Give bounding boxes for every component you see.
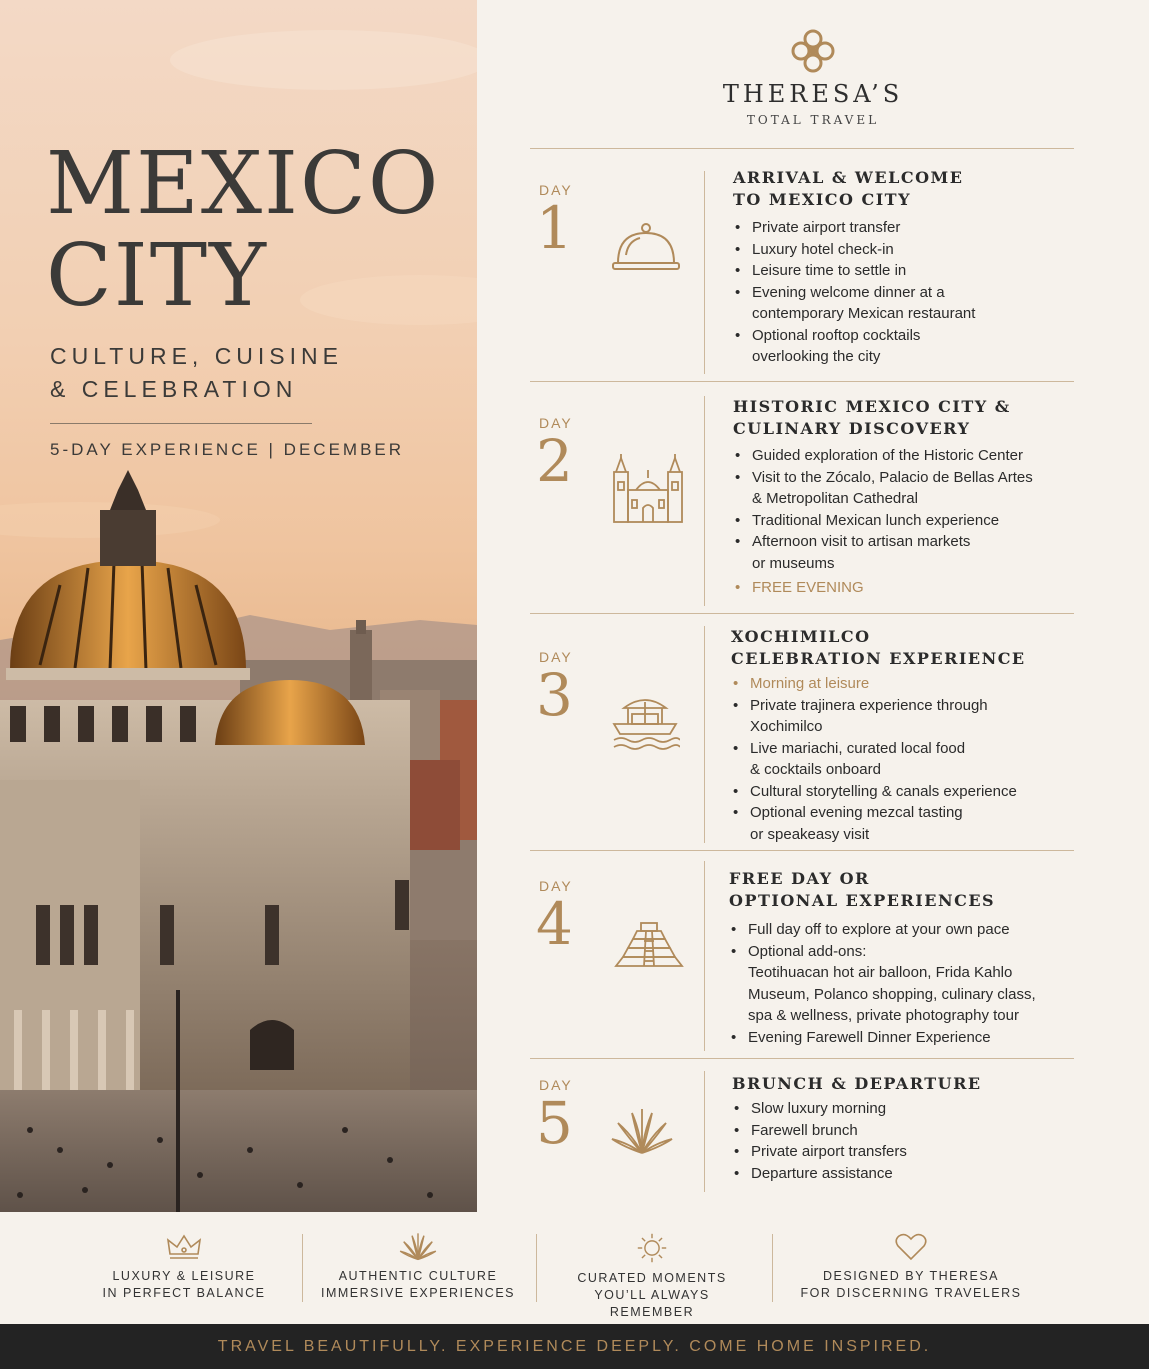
list-item: • Departure assistance [732, 1163, 907, 1185]
footer-tagline: TRAVEL BEAUTIFULLY. EXPERIENCE DEEPLY. COME HOME INSPIRED. [0, 1324, 1149, 1369]
day-2-section [530, 382, 1074, 614]
list-item: spa & wellness, private photography tour [748, 1007, 1019, 1024]
list-item: & Metropolitan Cathedral [752, 490, 918, 507]
list-item: Teotihuacan hot air balloon, Frida Kahlo [748, 964, 1013, 981]
brand-tagline: TOTAL TRAVEL [746, 113, 880, 127]
list-item: & cocktails onboard [750, 761, 881, 778]
pyramid-icon [610, 921, 688, 969]
day-number: 1 [536, 194, 573, 262]
day-title [732, 1073, 982, 1095]
divider [704, 396, 705, 606]
list-item: • Private airport transfer [733, 217, 975, 239]
day-title-line-1: BRUNCH & DEPARTURE [732, 1074, 982, 1093]
list-item: • Traditional Mexican lunch experience [733, 510, 1033, 532]
feature-line-2: YOU’LL ALWAYS REMEMBER [594, 1288, 710, 1319]
feature-line-2: FOR DISCERNING TRAVELERS [800, 1286, 1022, 1300]
day-title [733, 167, 963, 211]
list-item: • Evening welcome dinner at a [733, 282, 975, 304]
itinerary-panel [477, 0, 1149, 1212]
day-label: DAY [539, 649, 573, 665]
divider [704, 171, 705, 374]
list-item: overlooking the city [752, 348, 881, 365]
day-number: 2 [536, 427, 573, 495]
day-activity-list [731, 673, 1017, 845]
list-item: • Optional rooftop cocktails [733, 325, 975, 347]
list-item: • Slow luxury morning [732, 1098, 907, 1120]
feature-line-1: CURATED MOMENTS [577, 1271, 727, 1285]
divider [704, 861, 705, 1051]
heart-icon [894, 1232, 928, 1262]
day-title-line-2: TO MEXICO CITY [733, 190, 912, 209]
list-item: • Optional add-ons: [729, 941, 1036, 963]
list-item: Museum, Polanco shopping, culinary class, [748, 985, 1036, 1003]
day-number: 5 [536, 1089, 573, 1157]
trajinera-boat-icon [610, 694, 680, 752]
feature-line-2: IN PERFECT BALANCE [102, 1286, 266, 1300]
agave-icon [610, 1107, 674, 1157]
day-title-line-1: FREE DAY OR [729, 869, 870, 888]
day-3-section [530, 614, 1074, 851]
feature-moments [552, 1232, 752, 1321]
hero-panel [0, 0, 477, 1212]
feature-designed [800, 1232, 1022, 1302]
list-item: or museums [752, 554, 835, 572]
day-number: 3 [536, 661, 573, 729]
day-title [733, 396, 1011, 440]
cloche-icon [610, 219, 682, 279]
day-label: DAY [539, 182, 573, 198]
day-activity-list [732, 1098, 907, 1184]
list-item: • Morning at leisure [731, 673, 1017, 695]
cathedral-icon [610, 452, 686, 524]
day-activity-list [733, 445, 1033, 599]
quatrefoil-logo-icon [791, 28, 835, 74]
list-item: • Evening Farewell Dinner Experience [729, 1027, 1036, 1049]
day-label: DAY [539, 1077, 573, 1093]
list-item: • Live mariachi, curated local food [731, 738, 1017, 760]
day-activity-list [729, 919, 1036, 1048]
divider [772, 1234, 773, 1302]
hero-title-line-1: MEXICO [46, 134, 441, 234]
hero-divider [50, 423, 312, 424]
list-item: Xochimilco [750, 718, 823, 735]
day-1-section [530, 149, 1074, 382]
feature-luxury [84, 1232, 284, 1302]
day-label: DAY [539, 878, 573, 894]
list-item: • Luxury hotel check-in [733, 239, 975, 261]
crown-icon [166, 1232, 202, 1262]
hero-title [46, 134, 441, 326]
hero-title-line-2: CITY [46, 226, 268, 326]
list-item: • Leisure time to settle in [733, 260, 975, 282]
brand-name: THERESA’S [722, 80, 904, 108]
day-label: DAY [539, 415, 573, 431]
list-item: • Farewell brunch [732, 1120, 907, 1142]
list-item: • Guided exploration of the Historic Center [733, 445, 1033, 467]
list-item: • Afternoon visit to artisan markets [733, 531, 1033, 553]
day-activity-list [733, 217, 975, 368]
divider [704, 626, 705, 843]
day-title [731, 626, 1026, 670]
day-title-line-2: OPTIONAL EXPERIENCES [729, 891, 996, 910]
divider [704, 1071, 705, 1192]
day-4-section [530, 851, 1074, 1059]
day-title-line-1: XOCHIMILCO [731, 627, 871, 646]
divider [536, 1234, 537, 1302]
feature-line-2: IMMERSIVE EXPERIENCES [320, 1286, 516, 1300]
feature-strip [0, 1212, 1149, 1324]
day-5-section [530, 1059, 1074, 1212]
list-item: contemporary Mexican restaurant [752, 305, 976, 322]
feature-line-1: AUTHENTIC CULTURE [338, 1269, 498, 1283]
hero-subtitle [50, 340, 343, 406]
hero-subtitle-line-1: CULTURE, CUISINE [50, 343, 343, 369]
agave-icon [399, 1232, 437, 1262]
hero-meta: 5-DAY EXPERIENCE | DECEMBER [50, 440, 405, 459]
list-item: • Optional evening mezcal tasting [731, 802, 1017, 824]
day-number: 4 [536, 890, 573, 958]
list-item: • Private airport transfers [732, 1141, 907, 1163]
feature-line-1: LUXURY & LEISURE [112, 1269, 256, 1283]
feature-line-1: DESIGNED BY THERESA [823, 1269, 999, 1283]
day-title-line-1: HISTORIC MEXICO CITY & [733, 397, 1011, 416]
list-item: • FREE EVENING [733, 577, 1033, 599]
day-title [729, 868, 995, 912]
day-title-line-1: ARRIVAL & WELCOME [733, 168, 964, 187]
divider [302, 1234, 303, 1302]
hero-subtitle-line-2: & CELEBRATION [50, 376, 298, 402]
feature-culture [318, 1232, 518, 1302]
sun-icon [634, 1232, 670, 1264]
list-item: or speakeasy visit [750, 825, 870, 843]
list-item: • Cultural storytelling & canals experience [731, 781, 1017, 803]
list-item: • Full day off to explore at your own pace [729, 919, 1036, 941]
list-item: • Private trajinera experience through [731, 695, 1017, 717]
day-title-line-2: CELEBRATION EXPERIENCE [731, 649, 1026, 668]
list-item: • Visit to the Zócalo, Palacio de Bellas Artes [733, 467, 1033, 489]
day-title-line-2: CULINARY DISCOVERY [733, 419, 971, 438]
